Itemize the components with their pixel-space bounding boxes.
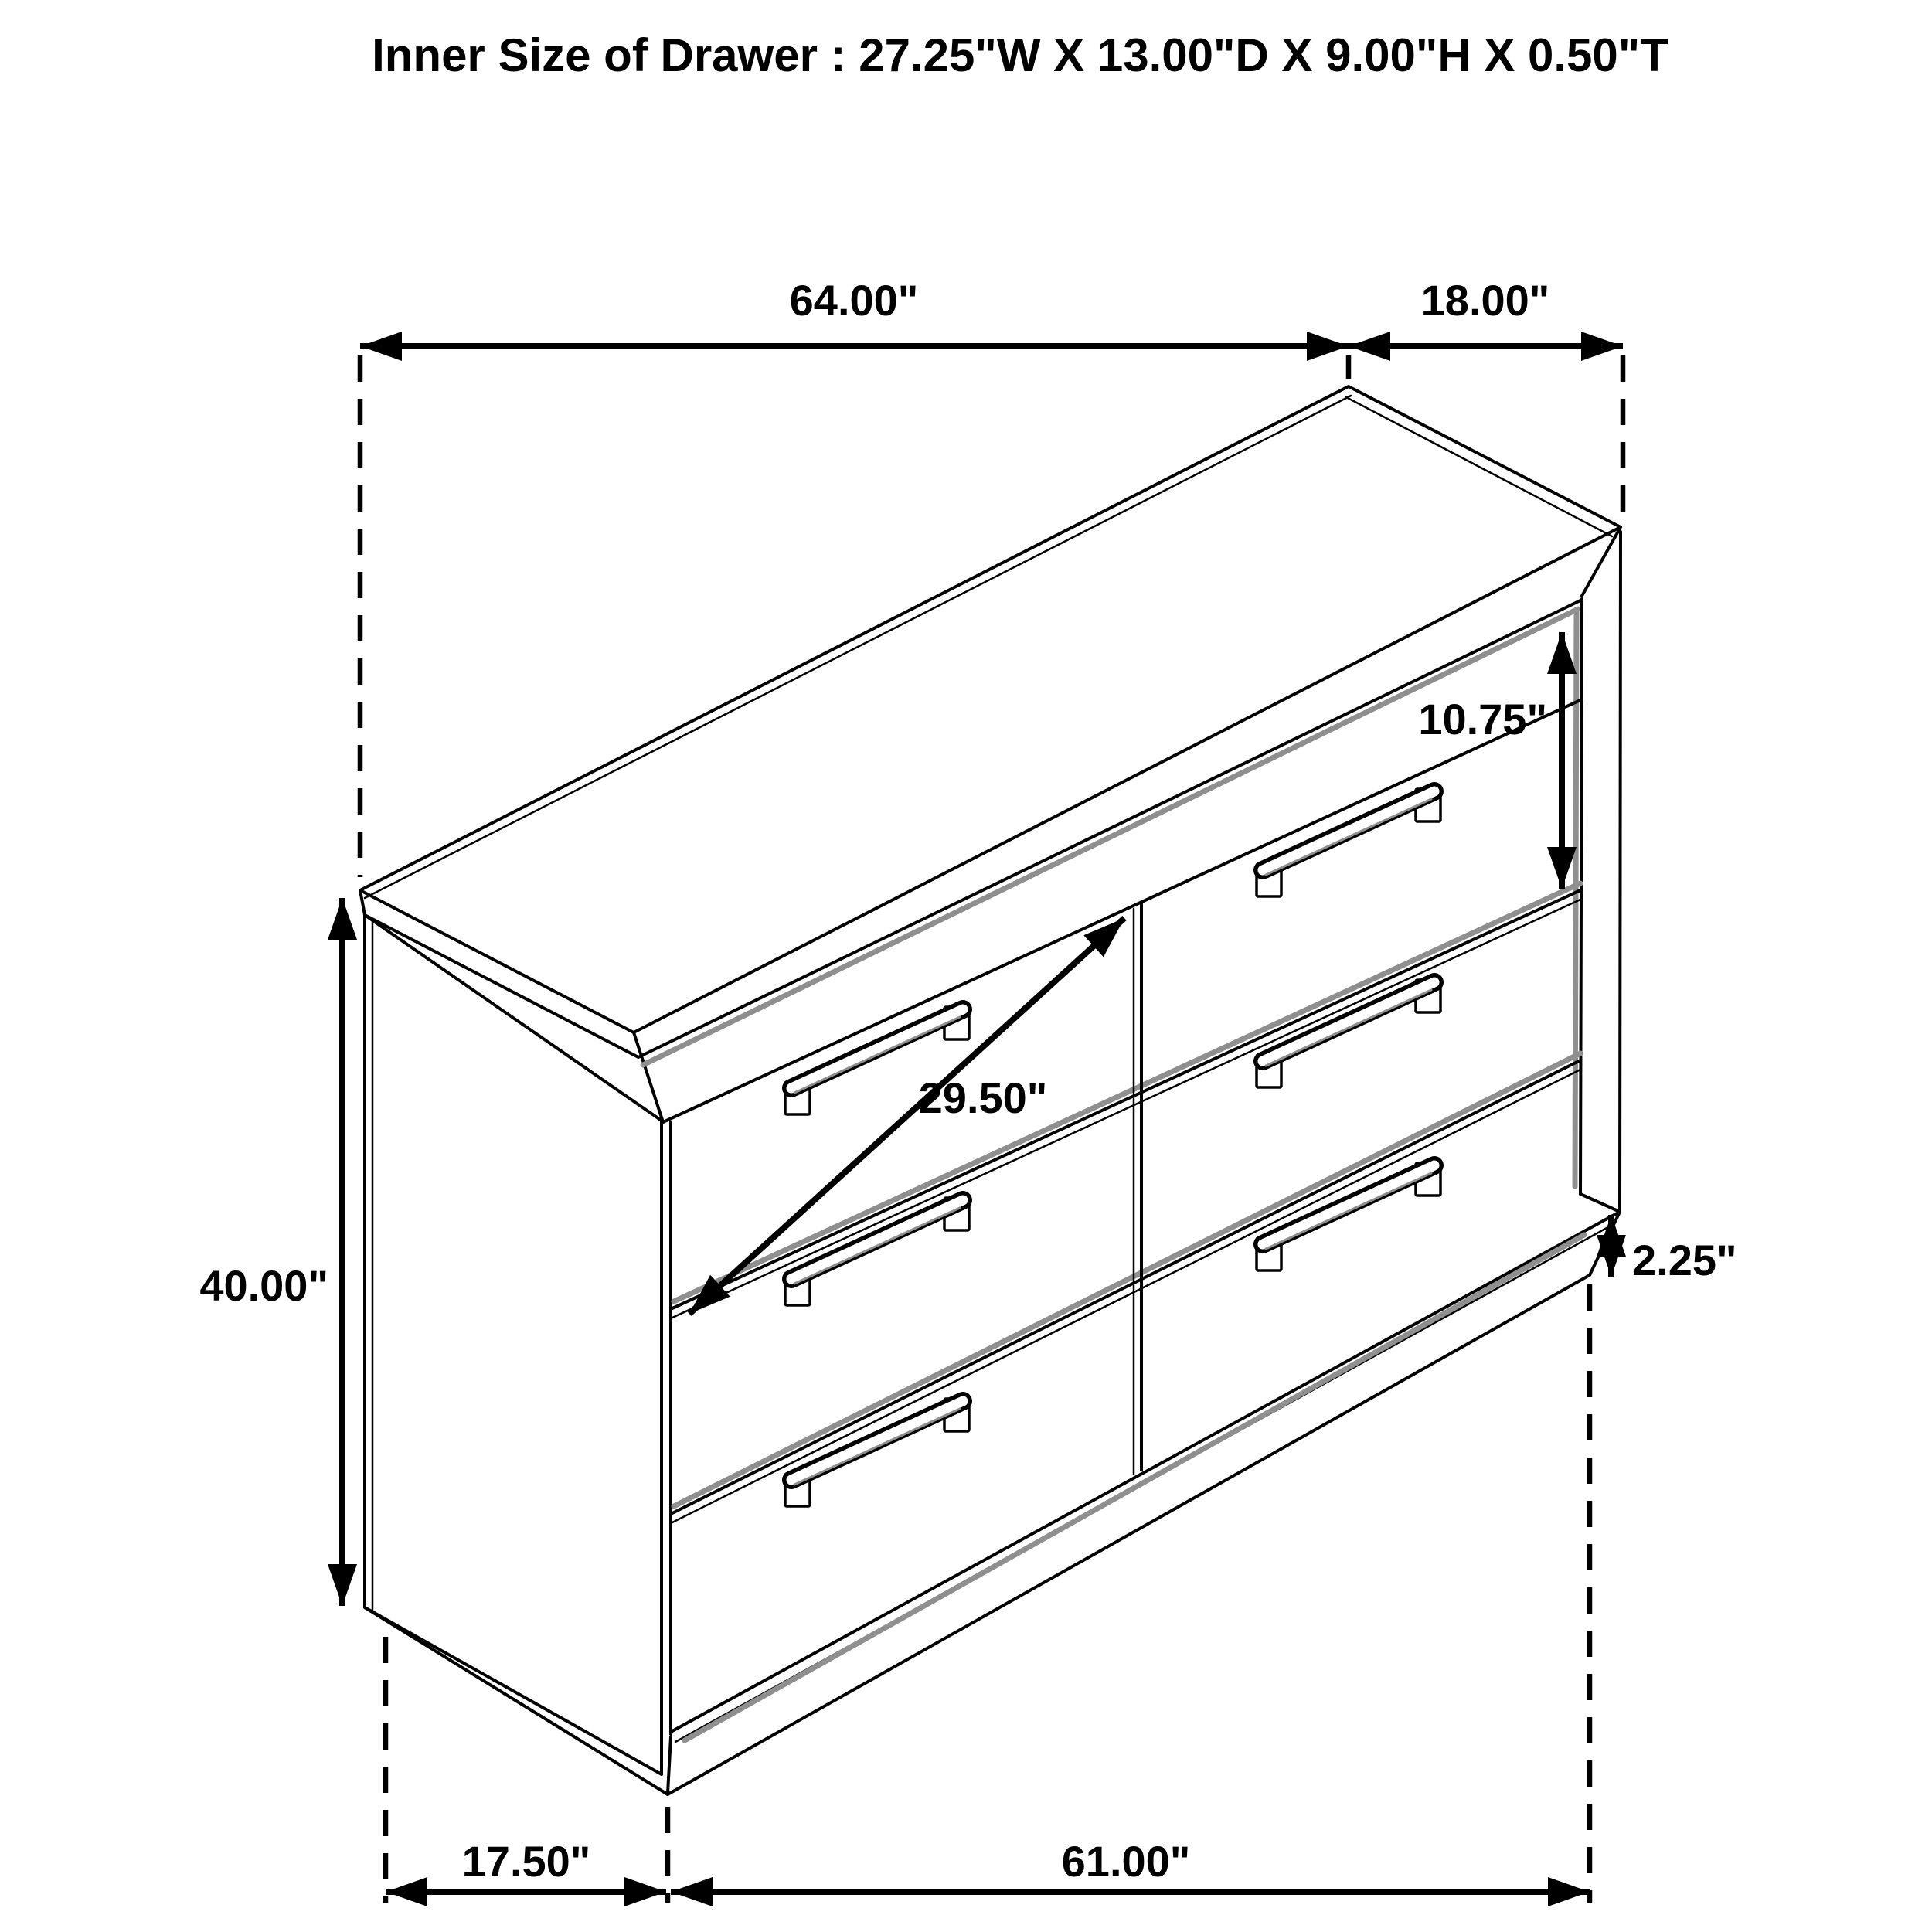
dimension-overall-height: [199, 898, 342, 1606]
dim-label-top-depth: 18.00": [1420, 276, 1550, 325]
dim-label-side-bottom-offset: 17.50": [461, 1837, 591, 1886]
dimension-drawer-front-width: [689, 918, 1124, 1314]
dimension-drawer-front-height: [1418, 632, 1562, 889]
dim-label-top-width: 64.00": [789, 276, 919, 325]
dresser-side-panel: [365, 915, 662, 1774]
dim-label-drawer-front-width: 29.50": [918, 1073, 1048, 1122]
dresser-right-frame: [1575, 532, 1621, 1212]
dim-label-drawer-front-height: 10.75": [1418, 695, 1547, 743]
dimension-front-bottom-width: [671, 1837, 1590, 1892]
dim-label-overall-height: 40.00": [199, 1261, 328, 1310]
dimension-base-height: [1611, 1215, 1737, 1284]
dim-label-base-height: 2.25": [1632, 1236, 1737, 1284]
dim-label-front-bottom-width: 61.00": [1061, 1837, 1191, 1886]
diagram-title: Inner Size of Drawer : 27.25"W X 13.00"D X 9.00"H X 0.50"T: [372, 29, 1668, 81]
